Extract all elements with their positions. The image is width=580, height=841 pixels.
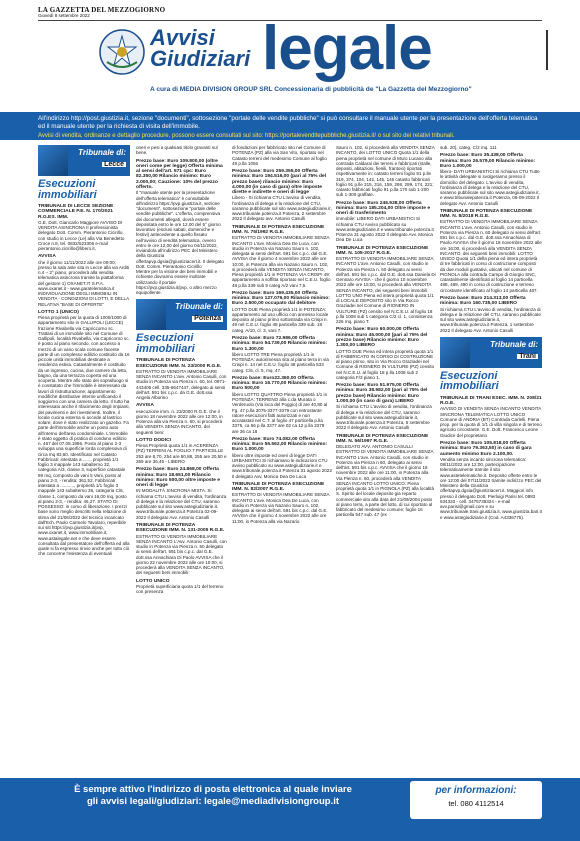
footer-phone: tel. 080 4112514 bbox=[448, 799, 504, 808]
notice-text: AVVISO DI VENDITA SENZA INCANTO VENDITA SINCRONA TELEMATICA LOTTO UNICO Comune di ANDRIA (BT) Contrada Carlelli. Piena prop. per la quota di 1/1 di villa singola e di terreno agricolo circostante. G.E. Dott. Francesco Leone Giudice del proprietario bbox=[440, 406, 542, 438]
notice-text: Piena proprietà per la quota di 1000/1000 di appartamento sito in GALLIPOLI (LECCE) frazione Rivabella via Capriccorno sc. Trattasi di un immobile sito nel Comune di Gallipoli, località Rivabella, via Capricorno sc. è posto al piano secondo, con accesso a mezzo di un vano scala comune facente parte di un complesso edilizio costituito da 16 piccole unità immobiliari destinate a residenza estiva. Catastalmente è costituito da un ingresso, cucina, due camere da letto, bagno, da una terrazza coperta ed una scoperta. Mentre allo stato dei sopralluogo si è constatato che l'immobile è interessato da lavori di ristrutturazione; appartamento modifiche distributive interne unificando il soggiorno con una camera da letto. Il tutto ha interessato anche il rifacimento degli impianti, dei pavimenti e dei rivestimenti. Inoltre, il locale cucina esterna si accede al lastrico solare, dove è stato realizzato un gazebo. Fa parte dell'immobile anche un posto auto all'interno dell'area condominiale. L'immobile è stato oggetto di pratica di condono edilizio n. 467 del 07.08.1986. Posto al piano 2-3 sviluppa una superficie lorda complessiva di circa mq 83,60. Identificato nel Catasto Fabbricati: intestata a ....... proprietà 1/1 foglio 3 mappale 143 subalterno 32, categoria A/3, classe 3, superficie catastale 69 mq, composto da vani 5 Vani, posto al piano 2-3, - rendita: 361,52. Fabbricati intestata a ..........., proprietà 1/1 foglio 3 mappale 143 subalterno 36, categoria C/6, classe 1, composto da vani 16,00 mq, posto al piano 2-3, - rendita: 46,27. STATO DI POSSESSO: in corso di liberazione. I prezzi base sono meglio descritti nella relazione di stima del 21/06/2022 del tecnico incaricato dall'Ech. Paolo Carmelo Tavolaro, reperibile sui siti https://pvp.giustizia.it/pvp, www.oxanet.it, www.immobiliare.it, www.astalegale.net e che deve essere consultata dal presentatore dell'offerta ed alla quale si fa espresso rinvio anche per tutto ciò che concerne l'esistenza di eventuali bbox=[38, 315, 130, 557]
column-4-body bbox=[336, 145, 436, 518]
tribunale-potenza-banner bbox=[136, 299, 227, 330]
brand-avvisi: Avvisi bbox=[150, 25, 215, 50]
notice-text: ESTRATTO DI VENDITA IMMOBILIARE SENZA INCANTO L'avv. Monica Dea De Luca, con studio in Potenza via Nazario Sauro n. 102, delegata ai sensi dell'art. 591 bis c.p.c. dal G.E. AVVISA che il giorno 4 novembre 2022 alle ore 11:00, in Potenza alla via Nazario bbox=[232, 492, 330, 524]
info-band bbox=[0, 112, 580, 140]
notice-text: ESTRATTO DI VENDITA IMMOBILIARE SENZA INCANTO L'Avv. Antonio Casulli, con studio in Potenza via Pienza n. 60 delegato ai sensi dell'art. 591 bis c.p.c. dal G.E. dott.ssa Annachiara Di Paolo AVVISA che il giorno 22 novembre 2022 alle ore 10:00, si procederà alla VENDITA SENZA INCANTO, dei seguenti beni immobili: bbox=[136, 533, 227, 576]
newspaper-name: LA GAZZETTA DEL MEZZOGIORNO bbox=[38, 6, 166, 14]
notice-heading: TRIBUNALE DI POTENZA ESECUZIONE IMM. N. 56/1997 R.G.E. bbox=[336, 433, 429, 444]
masthead bbox=[0, 0, 580, 100]
notice-heading: LOTTO DODICI bbox=[136, 437, 171, 443]
notice-text: DELEGATO AVV. ANTONIO CASULLI ESTRATTO DI VENDITA IMMOBILIARE SENZA INCANTO L'avv. Antonio Casulli, con studio in Potenza via Pienza n 60, delegato ai sensi dell'art. 591 bis c.p.c. AVVISA che il giorno 18 novembre 2022 alle ore 11:00, in Potenza alla Via Pienza n. 60, procederà alla VENDITA SENZA INCANTO LOTTO UNICO: Piena proprietà quota 1/1 in PIGNOLA (PZ) alla località S. Spirito del locale deposito gia reparto commerciale sito alla data del 21/09/2004 posto al piano terra, a parte del lotto, di cui riportato al fabbricato del medesimo comune: foglio 16 particella 547 sub. 47 (ex bbox=[336, 444, 435, 518]
notice-text: ESTRATTO DI VENDITA IMMOBILIARE SENZA INCANTO L'avv. Antonio Casulli, con studio in Potenza via Pienza n. 60, tel. 0971-443406 cell. 335-6647447, delegato ai sensi dell'art. 591 bis c.p.c. da G.E. dott.ssa Angela Alborino bbox=[136, 368, 227, 401]
notice-heading: Prezzo base: Euro 105.818,00 Offerta minima: Euro 79.363,50) in caso di gara aumento minimo Euro 2.100,00. bbox=[440, 440, 532, 457]
notice-text: oneri e pesi a qualsiasi titolo gravanti sul bene. bbox=[136, 145, 218, 156]
column-3 bbox=[232, 145, 332, 727]
notice-heading: Prezzo base: Euro22.360,00 Offerta minima: Euro 16.770,00 Rilancio minimo: Euro 500,00 bbox=[232, 375, 328, 392]
notice-text: libero LOTTO TRE Piena proprietà 1/1 in POTENZA: autorimessa sita al piano terra in via Crispi n. 14 nel C.E.U. foglio 48 particella 533 categ. C/6, cl. 5, mq. 47. bbox=[232, 351, 329, 373]
notice-heading: TRIBUNALE DI POTENZA ESECUZIONE IMM. N. 82/2007 R.G.E. bbox=[232, 481, 325, 493]
notice-text: Si richiama CTU L'avviso di vendita, l'ordinanza di delega e la relazione del CTU, saranno pubblicate sul sito www.astegiudiziarie.it, www.tribunale.potenza.it Potenza, 5 settembre 2022 Il delegato Avv. Antonio Casulli bbox=[336, 404, 432, 431]
tribunale-name: Potenza bbox=[194, 315, 221, 323]
notice-text: libero- DATI URBANISTICI Si richiama CTU Tutte le attività delegate si svolgeranno presso il domicilio del delegato. L'avviso di vendita, l'ordinanza di delega e la relazione del CTU, saranno pubblicate sul sito www.astegiudiziarie.it, e www.tribunalepotenza.it Potenza, 06-09-2022 Il delegato Avv. Antonio Casulli bbox=[440, 169, 540, 206]
footer-email-notice bbox=[38, 784, 388, 808]
notice-text: Si richiama CTU L'avviso di vendita, l'ordinanza di delega e la relazione del CTU, saranno pubblicate sul sito www.astegiudiziarie.it, www.tribunale.potenza.it Potenza, 1 settembre 2022 Il delegato Avv. Antonio Casulli bbox=[440, 306, 541, 333]
notice-heading: TRIBUNALE DI TRANI ESEC. IMM. N. 208/21 R.G.E. bbox=[440, 395, 542, 407]
notice-heading: Prezzo base: Euro 35.438,00 Offerta minima: Euro 26.579,00 Rilancio minimo: Euro 1.000,00 bbox=[440, 153, 536, 169]
footer-info-title: per informazioni: bbox=[435, 785, 517, 796]
section-title: Esecuzioni immobiliari bbox=[136, 332, 195, 355]
notice-text: ESTRATTO DI VENDITA IMMOBILIARE SENZA INCANTO L'avv. Monica Dea De Luca, con studio in Potenza via Nazario Sauro n. 102, delegata ai sensi dell'art. 591 bis c.p.c. dal G.E. AVVISA che il giorno 4 novembre 2022 alle ore 10:00, in Potenza alla via Nazario Sauro n. 102, si procederà alla VENDITA SENZA INCANTO, Piena proprietà 1/1 in POTENZA VIA CRISPI 49: appartamento a soffitta riportato nel C.E.U. foglio 48 p.lla 339 sub 9 categ A/2 vani 7,5. bbox=[232, 235, 331, 288]
tribunale-label: Tribunale di: bbox=[175, 302, 223, 312]
section-title: Esecuzioni immobiliari bbox=[440, 369, 499, 393]
notice-text: IN MODALITÀ SINCRONA MISTA. Si richiama CTU L'avviso di vendita, l'ordinanza di delega e la relazione del CTU, saranno pubblicate sul sito www.astegiudiziarie.it, www.tribunale.potenza.it Potenza 02-09-2022 Il delegato Avv. Antonio Casulli bbox=[136, 488, 227, 520]
notice-heading: Prezzo base: Euro 51.975,00 Offerta minima: Euro 38.982,00 (pari al 75% del prezzo base) Rilancio minimo: Euro 1.000,00 (in caso di gara) LIBERO bbox=[336, 383, 428, 405]
notice-heading: AVVISA bbox=[136, 403, 154, 409]
republic-seal-icon bbox=[98, 28, 146, 76]
tribunale-label: Tribunale di: bbox=[78, 148, 126, 157]
column-4 bbox=[336, 145, 436, 727]
notice-text: di fondazioni per fabbricato sito nel Comune di POTENZA (PZ) alla via San Vito, riportato nel Catasto terreni del medesimo Comune al foglio 49 p.lla 1056 bbox=[232, 145, 327, 166]
notice-text: Proprietà superficiaria quota 1/1 del terreno con presenza bbox=[136, 583, 224, 595]
banner-stripe bbox=[38, 145, 68, 176]
brand-giudiziari: Giudiziari bbox=[150, 46, 251, 71]
notice-heading: TRIBUNALE DI POTENZA ESECUZIONE IMM. N. 75/1992 R.G.E. bbox=[232, 224, 325, 236]
notice-text: libero LOTTO QUATTRO Piena proprietà 1/1 in POTENZA: TERRENO alla c.da Murata o Verderuolo (Via loca del Poggio) di are 40,80 al Fg. 47 p.lla 3075-3377-3379 con entrostante ratore esecuzioni fatti autorizzati e non accatastati nel C.T. al foglio 47 particella p.lla 3375, ca 56 p.lla 3377 are 02 ca 12 p.lla 3379 are 36 ca 18 bbox=[232, 391, 328, 434]
notice-heading: Prezzo base: Euro 109.800,00 (oltre oneri come per legge) Offerta minima al sensi dell'art. 571 cpc: Euro 82.350,00 Rilancio minimo: Euro 2.000,00; Cauzione: 10% del prezzo offerto. bbox=[136, 158, 223, 190]
notice-text: che il giorno 11/11/2022 alle ore 09:00, presso la sala aste sita in Lecce alla via Arditi n.4 – 2° piano, procederà alla vendita telematica asincrona tramite la piattaforma del gestore 1) OXANET.IT S.P.A. www.oxanet.it - www.garatelematica.it INDIVIDUAZIONE DEGLI IMMOBILI IN VENDITA - CONDIZIONI DI LOTTI, E DELLA RELATIVA "BASE DI OFFERTE" bbox=[38, 259, 130, 307]
notice-text: immobile: LIBERO DATI URBANISTICI Si richiama CTU Avviso pubblicato su www.astegiudiziarie.it e www.tribunale.potenza.it Potenza 31 agosto 2022 Il delegato Avv. Monica Dea De Luca bbox=[336, 216, 434, 243]
notice-heading: Prezzo base: Euro 74.082,00 Offerta minima: Euro 55.562,00 Rilancio minimo: Euro 1.000,00 bbox=[232, 436, 328, 453]
notice-text: ESTRATTO DI VENDITA IMMOBILIARE SENZA INCANTO L'avv. Antonio Casulli, con studio in Potenza via Pienza n. 60 delegato ai sensi dell'art. 591 bis c.p.c. dal G.E. dott.ssa Annachiara di Paolo AVVISA che il giorno 18 novembre 2022 alle ore 16:00, si procederà alla VENDITA SENZA INCANTO, dei seguenti beni immobili: LOTTO UNICO Quota 1/1 della piena ed intera proprietà di tre fabbricati in corso di costruzione composti da due moduli gustativi, ubicati nel comune di PIGNOLA alla contrada Campo di Giorgio SNC, catastalmente identificati al foglio 14 particella 488, 489, 490 in corso di costruzione e terreno circostante identificato al foglio 14 particella 487. bbox=[440, 219, 542, 293]
column-5-body bbox=[440, 145, 542, 520]
notice-heading: Prezzo base: Euro 259.355,00 Offerta minima: Euro 194.516,00 (pari al 75% del prezzo base) rilancio minimo: Euro 4.000,00 (in caso di gara) oltre imposte dirette e indirette e oneri di legge bbox=[232, 169, 327, 196]
notice-heading: LOTTO 1 (UNICO) bbox=[38, 309, 79, 315]
footer-line2: gli avvisi legali/giudiziari: legale@mediadivisiongroup.it bbox=[86, 796, 340, 807]
notice-text: Libero - Si richiama CTU L'avviso di vendita, l'ordinanza di delega e la relazione del CTU, saranno pubblicate sul sito www.astegiudiziarie.it, www.tribunale.potenza.it Potenza, 2 settembre 2022 Il delegato avv. Antonio Casulli bbox=[232, 195, 332, 222]
tagline: A cura di MEDIA DIVISION GROUP SRL Concessionaria di pubblicità de "La Gazzetta del Mezzogiorno" bbox=[150, 86, 472, 93]
notice-text: Piena Proprietà quota 1/1 in ACERENZA (PZ) TERRENI AL FOGLIO 7 PARTICELLE 253 are 8,70, 254 are 50,88, 255 are 20,50 e 269 are 36,45 - LIBERO bbox=[136, 443, 227, 464]
tribunale-name: Lecce bbox=[104, 161, 124, 168]
notice-text: ESTRATTO DI VENDITA IMMOBILIARE SENZA INCANTO L'avv. Antonio Casulli, con studio in Potenza via Pienza n. 60 delegato ai sensi dell'art. 591 bis c.p.c. dal G.E. dott.ssa Daniela Di Gennaro AVVISA - che il giorno 10 novembre 2022 alle ore 15:00, si procederà alla VENDITA SENZA INCANTO, dei seguenti beni immobili LOTTO UNO Piena ed intera proprietà quota 1/1 di LOCALE DEPOSITO sito in Via Rocco Graziadei nel Comune di RIONERO IN VULTURE (PZ) censito nel N.C.E.U. al foglio 18 p.lla 1008 sub 1 categoria C/2 cl. 1, consistenza 226 mq, piano T. bbox=[336, 256, 436, 325]
footer bbox=[0, 778, 580, 841]
notice-heading: TRIBUNALE DI POTENZA ESECUZIONE IMM. N. 105-2017 R.G.E. bbox=[336, 245, 429, 256]
footer-info-box bbox=[410, 781, 542, 819]
column-1-body bbox=[38, 204, 130, 557]
tribunale-label: Tribunale di: bbox=[490, 339, 538, 349]
column-1 bbox=[38, 145, 130, 727]
notice-heading: TRIBUNALE DI POTENZA ESECUZIONE IMM. N. 131-2005 R.G.E. bbox=[136, 522, 225, 534]
banner-stripe bbox=[440, 337, 470, 368]
notice-heading: Prezzo base: Euro 72.986,00 Offerta minima: Euro 54.739,00 Rilancio minimo: Euro 1.300,00 bbox=[232, 335, 328, 352]
notice-text: Mentre per la visione dei beni immobili e richieste dovranno essere inoltrate utilizzando il portale https://pvp.giustizia.it/pvp, o altro mezzo equipollente. bbox=[136, 269, 218, 296]
text-cursor-bar bbox=[546, 30, 548, 70]
column-2 bbox=[136, 145, 227, 727]
notice-heading: TRIBUNALE DI POTENZA ESECUZIONE IMM. N. 23/2000 R.G.E. bbox=[136, 358, 222, 369]
notice-heading: AVVISA bbox=[38, 254, 56, 260]
notice-text: Sauro n. 102, si procederà alla VENDITA SENZA INCANTO, dei LOTTO UNICO Quota 1/1 della piena proprietà nel comune di Muro Lucano alla contrada Caldarai dei terreni e fabbricati (stalle, depositi, abitazioni, fienili, frantoio) riportati rispettivamente in: catasto terreni foglio 91 p.lle 319, 374, 104, 142, 145, 146 catasto fabbricati foglio 91 p.lle 315, 316, 159, 298, 299, 174, 221; catasto fabbricati foglio 91 p.lla 170 sub 1-200 sub 1-300 graffate. bbox=[336, 145, 435, 198]
notice-heading: Prezzo base: Euro 24.868,00 Offerta minima: Euro 18.651,00 Rilancio minimo: Euro 500,00 oltre imposte e oneri di legge bbox=[136, 467, 220, 489]
info-band-line1: All'indirizzo http://post.giustizia.it, sezione "documenti", sottosezione "portale delle vendite pubbliche" si può consultare il manuale utente per la presentazione dell'offerta telematica ed il manuale utente per la richiesta di visita dell'immobile. bbox=[38, 115, 538, 130]
column-3-body bbox=[232, 145, 332, 524]
notice-heading: Prezzo base: Euro 169.435,00 Offerta minima: Euro 127.076,00 Rilancio minimo: Euro 2.500,00 occupato dal debitore bbox=[232, 290, 330, 307]
notice-text: sub. 20), categ. C/2 mq. 111 bbox=[440, 145, 497, 150]
info-band-line2: Avvisi di vendita, ordinanze e dettaglio procedure, possono essere consultati sul sito: https://portalevenditepubbliche.giustizia.it/ o sul sito dei relativi tribunali. bbox=[38, 133, 455, 139]
notices-area bbox=[38, 145, 542, 727]
notice-text: libero oltre imposte ed oneri di legge DATI URBANISTICI Si richiamano le indicazioni CTU avviso pubblicato su www.astegiudiziarie.it e www.tribunale.potenza.it Potenza 31 agosto 2022 Il delegato Avv. Monica Dea De Luca bbox=[232, 452, 332, 479]
column-2-body bbox=[136, 145, 227, 594]
notice-text: LOTTO DUE Piena proprietà 1/1 in POTENZA: appartamento ad uso ufficio con annesso locale deposito al piano primo sottostrada via Crispi n. 49 nel C.E.U. foglio 48 particella 339 sub. 18 categ. A/10, cl. 3, vani 7. bbox=[232, 306, 329, 333]
notice-text: G.E. Dott. Giancarlo Maggiore AVVISO DI VENDITA ASINCRONA Il professionista delegato Dott. Comm. Pierantonio Cicirillo, con studio in Lecce (Le) alla Via Benedetto Croce n.8, tel. 0832/523306 e-mail pierantonio.cicirillo@libero.it, bbox=[38, 219, 125, 252]
notice-heading: LOTTO UNICO bbox=[136, 578, 170, 584]
column-5 bbox=[440, 145, 542, 727]
notice-heading: TRIBUNALE DI LECCE SEZIONE COMMERCIALE P.E. N. 170/2021 R.G.ES. IMM. bbox=[38, 204, 114, 220]
notice-heading: Prezzo base: Euro 60.000,00 Offerta minima: Euro 45.000,00 (pari al 75% del prezzo base) Rilancio minimo: Euro 1.300,00 LIBERO bbox=[336, 327, 428, 349]
brand-legale: legale bbox=[262, 14, 432, 83]
banner-stripe bbox=[136, 299, 166, 330]
newspaper-date: Giovedì 8 settembre 2022 bbox=[38, 13, 90, 18]
footer-line1: È sempre attivo l'indirizzo di posta elettronica al quale inviare bbox=[74, 784, 352, 795]
notice-heading: Prezzo base: Euro 214.313,00 Offerta minima: Euro 160.735,00 LIBERO bbox=[440, 295, 526, 307]
notice-heading: TRIBUNALE DI POTENZA ESECUZIONE IMM. N. 8/2018 R.G.E. bbox=[440, 208, 533, 220]
notice-text: Il "manuale utente per la presentazione dell'offerta telematica" è consultabile all'indirizzo https://pvp.giustizia.it, sezione "documenti", sottosezione "portale delle vendite pubbliche". L'offerta, comprensiva dei documenti allegati, dovrà essere depositata entro le ore 12,00 del 5° giorno lavorativo (esclusi sabati, domeniche e festivi) antecedente a quello fissato nell'avviso di vendita telematica, ovvero entro le ore 12,00 del giorno 04/11/2022, inviandola all'indirizzo PEC del Ministero della Giustizia offertapvp.dgsia@giustiziacert.it. Il delegato Dott. Comm. Pierantonio Cicirillo bbox=[136, 190, 224, 269]
notice-heading: Prezzo base: Euro 246.938,00 Offerta minima: Euro 185.204,00 Oltre imposte e oneri di trasferimento bbox=[336, 200, 431, 217]
notice-text: Vendita senza incanto sincrona telematica: 08/11/2022 ore 12:00, partecipazione telematicamente tramite il sito www.astetelematiche.it. Deposito offerte entro le ore 12:00 del 07/11/2022 tramite indirizzo PEC del Ministero della Giustizia offertapvp.dgsia@giustiziacert.it. Maggiori info presso il delegato Dott. Pierluigi Parisi tel. 0883 534333 - cell. 3475738324 - e-mail avv.parisi@gmail.com e su www.tribunale.trani.giustizia.it, www.giustizia.bari.it e www.astegiudiziarie.it (Cod. A4336775). bbox=[440, 456, 542, 520]
tribunale-name: Trani bbox=[519, 352, 536, 360]
notice-text: LOTTO DUE Piena ed intera proprietà quota 1/1 di FABBRICATO IN CORSO DI COSTRUZIONE al piano primo, sito in Via Rocco Graziadei nel Comune di RIONERO IN VULTURE (PZ) censito nel N.C.E.U. al foglio 18 p.lla 1008 sub 2 categoria F/3 piano 1. bbox=[336, 348, 435, 380]
tribunale-lecce-banner bbox=[38, 145, 130, 176]
tribunale-trani-banner bbox=[440, 337, 542, 368]
notice-text: esecuzione imm. n. 23/2000 R.G.E. che il giorno 18 novembre 2022 alle ore 12:00, in Potenza alla via Pienza n. 60, si procederà alla VENDITA SENZA INCANTO, dei seguenti beni: bbox=[136, 408, 223, 435]
section-title: Esecuzioni immobiliari bbox=[38, 178, 97, 201]
